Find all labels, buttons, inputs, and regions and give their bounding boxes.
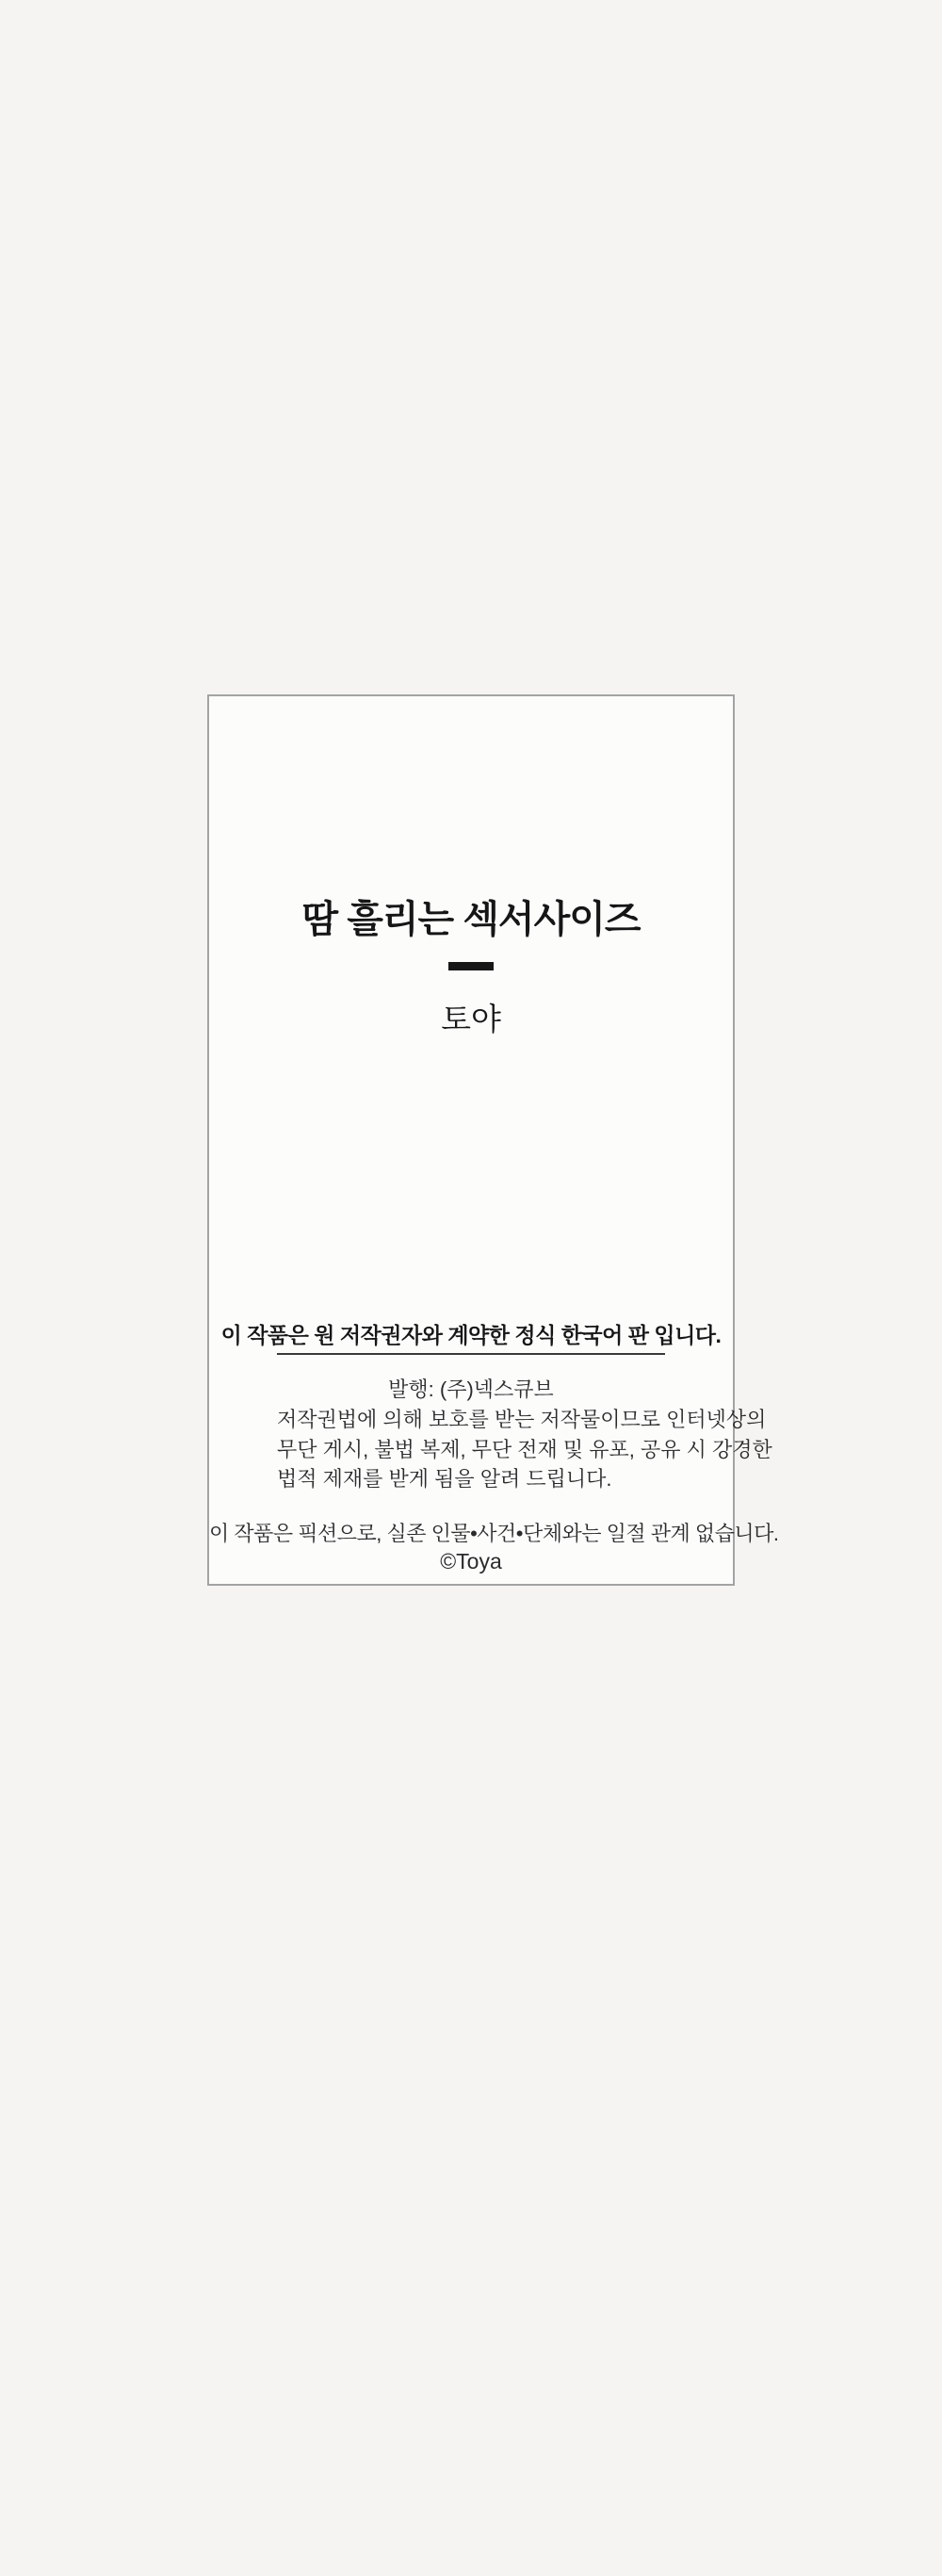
series-title: 땀 흘리는 섹서사이즈 [301,899,641,940]
fiction-disclaimer: 이 작품은 픽션으로, 실존 인물•사건•단체와는 일절 관계 없습니다. [209,1522,779,1545]
warning-line-3: 법적 제재를 받게 됨을 알려 드립니다. [277,1467,612,1491]
publisher-line: 발행: (주)넥스큐브 [388,1378,554,1401]
title-divider-bar [448,962,494,970]
warning-line-1: 저작권법에 의해 보호를 받는 저작물이므로 인터넷상의 [277,1408,767,1431]
warning-line-2: 무단 게시, 불법 복제, 무단 전재 및 유포, 공유 시 강경한 [277,1437,772,1461]
license-heading-underline [277,1353,665,1355]
license-notice-heading: 이 작품은 원 저작권자와 계약한 정식 한국어 판 입니다. [220,1323,722,1347]
copyright-warning-paragraph [277,1405,772,1494]
colophon-card [207,694,779,1586]
author-name: 토야 [441,1002,501,1036]
copyright-credit: ©Toya [440,1549,502,1573]
